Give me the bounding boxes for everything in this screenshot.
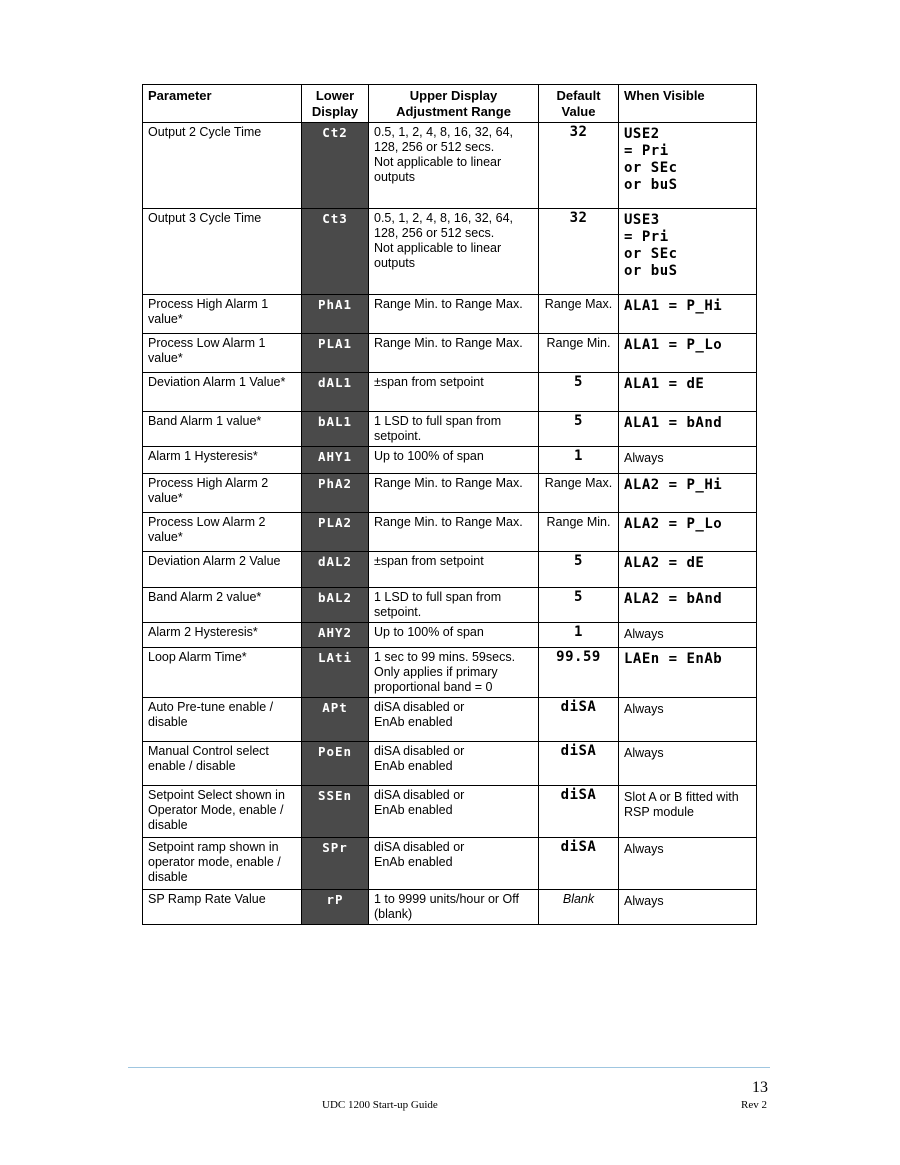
- default-value-cell: [539, 552, 619, 588]
- upper-display-cell: [369, 890, 539, 925]
- default-value: Range Max.: [544, 297, 613, 311]
- when-visible-cell: [619, 623, 757, 648]
- default-value: 32: [569, 124, 588, 140]
- when-visible-cell: [619, 295, 757, 334]
- upper-display-cell: [369, 698, 539, 742]
- table-row: [143, 648, 757, 698]
- table-row: [143, 373, 757, 412]
- parameter-cell: Alarm 2 Hysteresis*: [143, 623, 302, 648]
- upper-range-line: Not applicable to linear outputs: [374, 155, 502, 184]
- upper-display-cell: [369, 123, 539, 209]
- parameter-cell: Process High Alarm 2 value*: [143, 474, 302, 513]
- when-visible-cell: [619, 552, 757, 588]
- when-visible-condition: USE3: [624, 212, 660, 228]
- table-row: [143, 698, 757, 742]
- lower-display-cell: PhA2: [302, 474, 369, 513]
- parameter-cell: Manual Control select enable / disable: [143, 742, 302, 786]
- upper-display-cell: [369, 334, 539, 373]
- footer-divider: [128, 1067, 770, 1068]
- upper-display-cell: [369, 838, 539, 890]
- upper-display-cell: [369, 209, 539, 295]
- when-visible-cell: [619, 786, 757, 838]
- upper-range-line: 1 sec to 99 mins. 59secs.: [374, 650, 516, 664]
- default-value: 32: [569, 210, 588, 226]
- when-visible-cell: [619, 648, 757, 698]
- when-visible-cell: [619, 373, 757, 412]
- when-visible-cell: [619, 588, 757, 623]
- when-visible-condition: USE2: [624, 126, 660, 142]
- header-upper-display: Upper Display Adjustment Range: [369, 85, 539, 123]
- default-value-cell: [539, 334, 619, 373]
- when-visible-condition: Always: [624, 451, 664, 465]
- table-row: [143, 513, 757, 552]
- upper-display-cell: [369, 373, 539, 412]
- table-row: [143, 123, 757, 209]
- parameter-cell: Alarm 1 Hysteresis*: [143, 447, 302, 474]
- default-value: Range Min.: [546, 336, 611, 350]
- parameter-cell: Setpoint ramp shown in operator mode, enable / disable: [143, 838, 302, 890]
- when-visible-cell: [619, 890, 757, 925]
- default-value: Range Max.: [544, 476, 613, 490]
- lower-display-cell: APt: [302, 698, 369, 742]
- upper-range-line: Not applicable to linear outputs: [374, 241, 502, 270]
- header-parameter: Parameter: [143, 85, 302, 123]
- table-row: [143, 474, 757, 513]
- default-value-cell: [539, 373, 619, 412]
- table-row: [143, 334, 757, 373]
- upper-range-line: Range Min. to Range Max.: [374, 297, 523, 311]
- upper-range-line: EnAb enabled: [374, 715, 453, 729]
- lower-display-cell: dAL2: [302, 552, 369, 588]
- upper-range-line: ±span from setpoint: [374, 554, 484, 568]
- upper-range-line: 1 LSD to full span from setpoint.: [374, 590, 502, 619]
- lower-display-cell: bAL2: [302, 588, 369, 623]
- lower-display-cell: Ct2: [302, 123, 369, 209]
- upper-display-cell: [369, 474, 539, 513]
- upper-range-line: 1 LSD to full span from setpoint.: [374, 414, 502, 443]
- upper-range-line: EnAb enabled: [374, 759, 453, 773]
- lower-display-cell: bAL1: [302, 412, 369, 447]
- table-row: [143, 588, 757, 623]
- lower-display-cell: rP: [302, 890, 369, 925]
- upper-display-cell: [369, 623, 539, 648]
- when-visible-condition: ALA1 = bAnd: [624, 415, 723, 431]
- parameter-cell: Deviation Alarm 1 Value*: [143, 373, 302, 412]
- upper-display-cell: [369, 588, 539, 623]
- default-value-cell: [539, 648, 619, 698]
- lower-display-cell: dAL1: [302, 373, 369, 412]
- table-row: [143, 412, 757, 447]
- upper-range-line: 0.5, 1, 2, 4, 8, 16, 32, 64, 128, 256 or 512 secs.: [374, 125, 513, 154]
- when-visible-cell: [619, 698, 757, 742]
- when-visible-condition: or buS: [624, 263, 678, 279]
- default-value-cell: [539, 890, 619, 925]
- lower-display-cell: Ct3: [302, 209, 369, 295]
- upper-range-line: diSA disabled or: [374, 840, 465, 854]
- default-value: 5: [574, 553, 583, 569]
- upper-range-line: diSA disabled or: [374, 744, 465, 758]
- lower-display-cell: PLA1: [302, 334, 369, 373]
- upper-display-cell: [369, 742, 539, 786]
- lower-display-cell: SPr: [302, 838, 369, 890]
- parameter-cell: Process Low Alarm 2 value*: [143, 513, 302, 552]
- upper-display-cell: [369, 412, 539, 447]
- lower-display-cell: PoEn: [302, 742, 369, 786]
- parameter-cell: Process High Alarm 1 value*: [143, 295, 302, 334]
- default-value: Range Min.: [546, 515, 611, 529]
- when-visible-condition: ALA2 = bAnd: [624, 591, 723, 607]
- when-visible-cell: [619, 742, 757, 786]
- table-row: [143, 786, 757, 838]
- table-row: [143, 552, 757, 588]
- default-value: 5: [574, 589, 583, 605]
- default-value-cell: [539, 474, 619, 513]
- upper-range-line: Only applies if primary proportional band = 0: [374, 665, 498, 694]
- when-visible-cell: [619, 334, 757, 373]
- default-value: 1: [574, 448, 583, 464]
- default-value: diSA: [560, 743, 597, 759]
- default-value: 5: [574, 374, 583, 390]
- when-visible-condition: ALA2 = P_Hi: [624, 477, 723, 493]
- footer-guide-title: UDC 1200 Start-up Guide: [322, 1099, 438, 1111]
- when-visible-cell: [619, 123, 757, 209]
- when-visible-condition: Always: [624, 746, 664, 760]
- default-value: diSA: [560, 699, 597, 715]
- lower-display-cell: AHY2: [302, 623, 369, 648]
- table-row: [143, 742, 757, 786]
- default-value-cell: [539, 588, 619, 623]
- table-row: [143, 447, 757, 474]
- parameter-cell: Output 2 Cycle Time: [143, 123, 302, 209]
- upper-range-line: EnAb enabled: [374, 855, 453, 869]
- when-visible-condition: ALA1 = P_Lo: [624, 337, 723, 353]
- table-body: [143, 123, 757, 925]
- when-visible-condition: ALA1 = P_Hi: [624, 298, 723, 314]
- upper-range-line: Up to 100% of span: [374, 449, 484, 463]
- default-value-cell: [539, 838, 619, 890]
- default-value: diSA: [560, 839, 597, 855]
- default-value-cell: [539, 513, 619, 552]
- when-visible-condition: Always: [624, 702, 664, 716]
- parameter-cell: Setpoint Select shown in Operator Mode, enable / disable: [143, 786, 302, 838]
- parameter-cell: Deviation Alarm 2 Value: [143, 552, 302, 588]
- default-value: 5: [574, 413, 583, 429]
- header-default-value: Default Value: [539, 85, 619, 123]
- parameter-cell: Band Alarm 2 value*: [143, 588, 302, 623]
- header-lower-display: Lower Display: [302, 85, 369, 123]
- parameter-cell: Process Low Alarm 1 value*: [143, 334, 302, 373]
- parameter-cell: Output 3 Cycle Time: [143, 209, 302, 295]
- when-visible-condition: ALA2 = P_Lo: [624, 516, 723, 532]
- when-visible-condition: Slot A or B fitted with RSP module: [624, 790, 739, 819]
- lower-display-cell: PhA1: [302, 295, 369, 334]
- upper-display-cell: [369, 295, 539, 334]
- table-header-row: [143, 85, 757, 123]
- when-visible-condition: or SEc: [624, 246, 678, 262]
- upper-range-line: Up to 100% of span: [374, 625, 484, 639]
- header-when-visible: When Visible: [619, 85, 757, 123]
- when-visible-cell: [619, 447, 757, 474]
- when-visible-condition: Always: [624, 894, 664, 908]
- lower-display-cell: SSEn: [302, 786, 369, 838]
- default-value-cell: [539, 412, 619, 447]
- upper-display-cell: [369, 552, 539, 588]
- upper-range-line: 0.5, 1, 2, 4, 8, 16, 32, 64, 128, 256 or 512 secs.: [374, 211, 513, 240]
- default-value-cell: [539, 742, 619, 786]
- when-visible-cell: [619, 474, 757, 513]
- lower-display-cell: LAti: [302, 648, 369, 698]
- default-value-cell: [539, 295, 619, 334]
- when-visible-condition: or buS: [624, 177, 678, 193]
- default-value-cell: [539, 209, 619, 295]
- upper-range-line: Range Min. to Range Max.: [374, 336, 523, 350]
- upper-range-line: ±span from setpoint: [374, 375, 484, 389]
- parameter-cell: SP Ramp Rate Value: [143, 890, 302, 925]
- default-value-cell: [539, 447, 619, 474]
- upper-range-line: Range Min. to Range Max.: [374, 515, 523, 529]
- when-visible-cell: [619, 513, 757, 552]
- parameter-table: [142, 84, 757, 925]
- when-visible-condition: Always: [624, 627, 664, 641]
- upper-range-line: Range Min. to Range Max.: [374, 476, 523, 490]
- table-row: [143, 295, 757, 334]
- when-visible-condition: ALA2 = dE: [624, 555, 705, 571]
- table-row: [143, 838, 757, 890]
- when-visible-cell: [619, 209, 757, 295]
- upper-display-cell: [369, 648, 539, 698]
- default-value-cell: [539, 786, 619, 838]
- lower-display-cell: AHY1: [302, 447, 369, 474]
- default-value: 99.59: [556, 649, 601, 665]
- when-visible-condition: Always: [624, 842, 664, 856]
- default-value-cell: [539, 123, 619, 209]
- upper-range-line: EnAb enabled: [374, 803, 453, 817]
- when-visible-cell: [619, 838, 757, 890]
- upper-display-cell: [369, 786, 539, 838]
- parameter-cell: Band Alarm 1 value*: [143, 412, 302, 447]
- when-visible-condition: ALA1 = dE: [624, 376, 705, 392]
- upper-range-line: 1 to 9999 units/hour or Off (blank): [374, 892, 520, 921]
- default-value-cell: [539, 623, 619, 648]
- default-value: 1: [574, 624, 583, 640]
- upper-range-line: diSA disabled or: [374, 700, 465, 714]
- upper-display-cell: [369, 447, 539, 474]
- lower-display-cell: PLA2: [302, 513, 369, 552]
- when-visible-condition: or SEc: [624, 160, 678, 176]
- default-value-cell: [539, 698, 619, 742]
- parameter-cell: Loop Alarm Time*: [143, 648, 302, 698]
- table-row: [143, 890, 757, 925]
- table-row: [143, 623, 757, 648]
- default-value: Blank: [562, 892, 595, 906]
- footer-revision: Rev 2: [741, 1099, 767, 1111]
- when-visible-condition: = Pri: [624, 143, 669, 159]
- parameter-cell: Auto Pre-tune enable / disable: [143, 698, 302, 742]
- default-value: diSA: [560, 787, 597, 803]
- table-row: [143, 209, 757, 295]
- upper-range-line: diSA disabled or: [374, 788, 465, 802]
- when-visible-condition: LAEn = EnAb: [624, 651, 723, 667]
- upper-display-cell: [369, 513, 539, 552]
- when-visible-condition: = Pri: [624, 229, 669, 245]
- page-number: 13: [752, 1079, 768, 1096]
- when-visible-cell: [619, 412, 757, 447]
